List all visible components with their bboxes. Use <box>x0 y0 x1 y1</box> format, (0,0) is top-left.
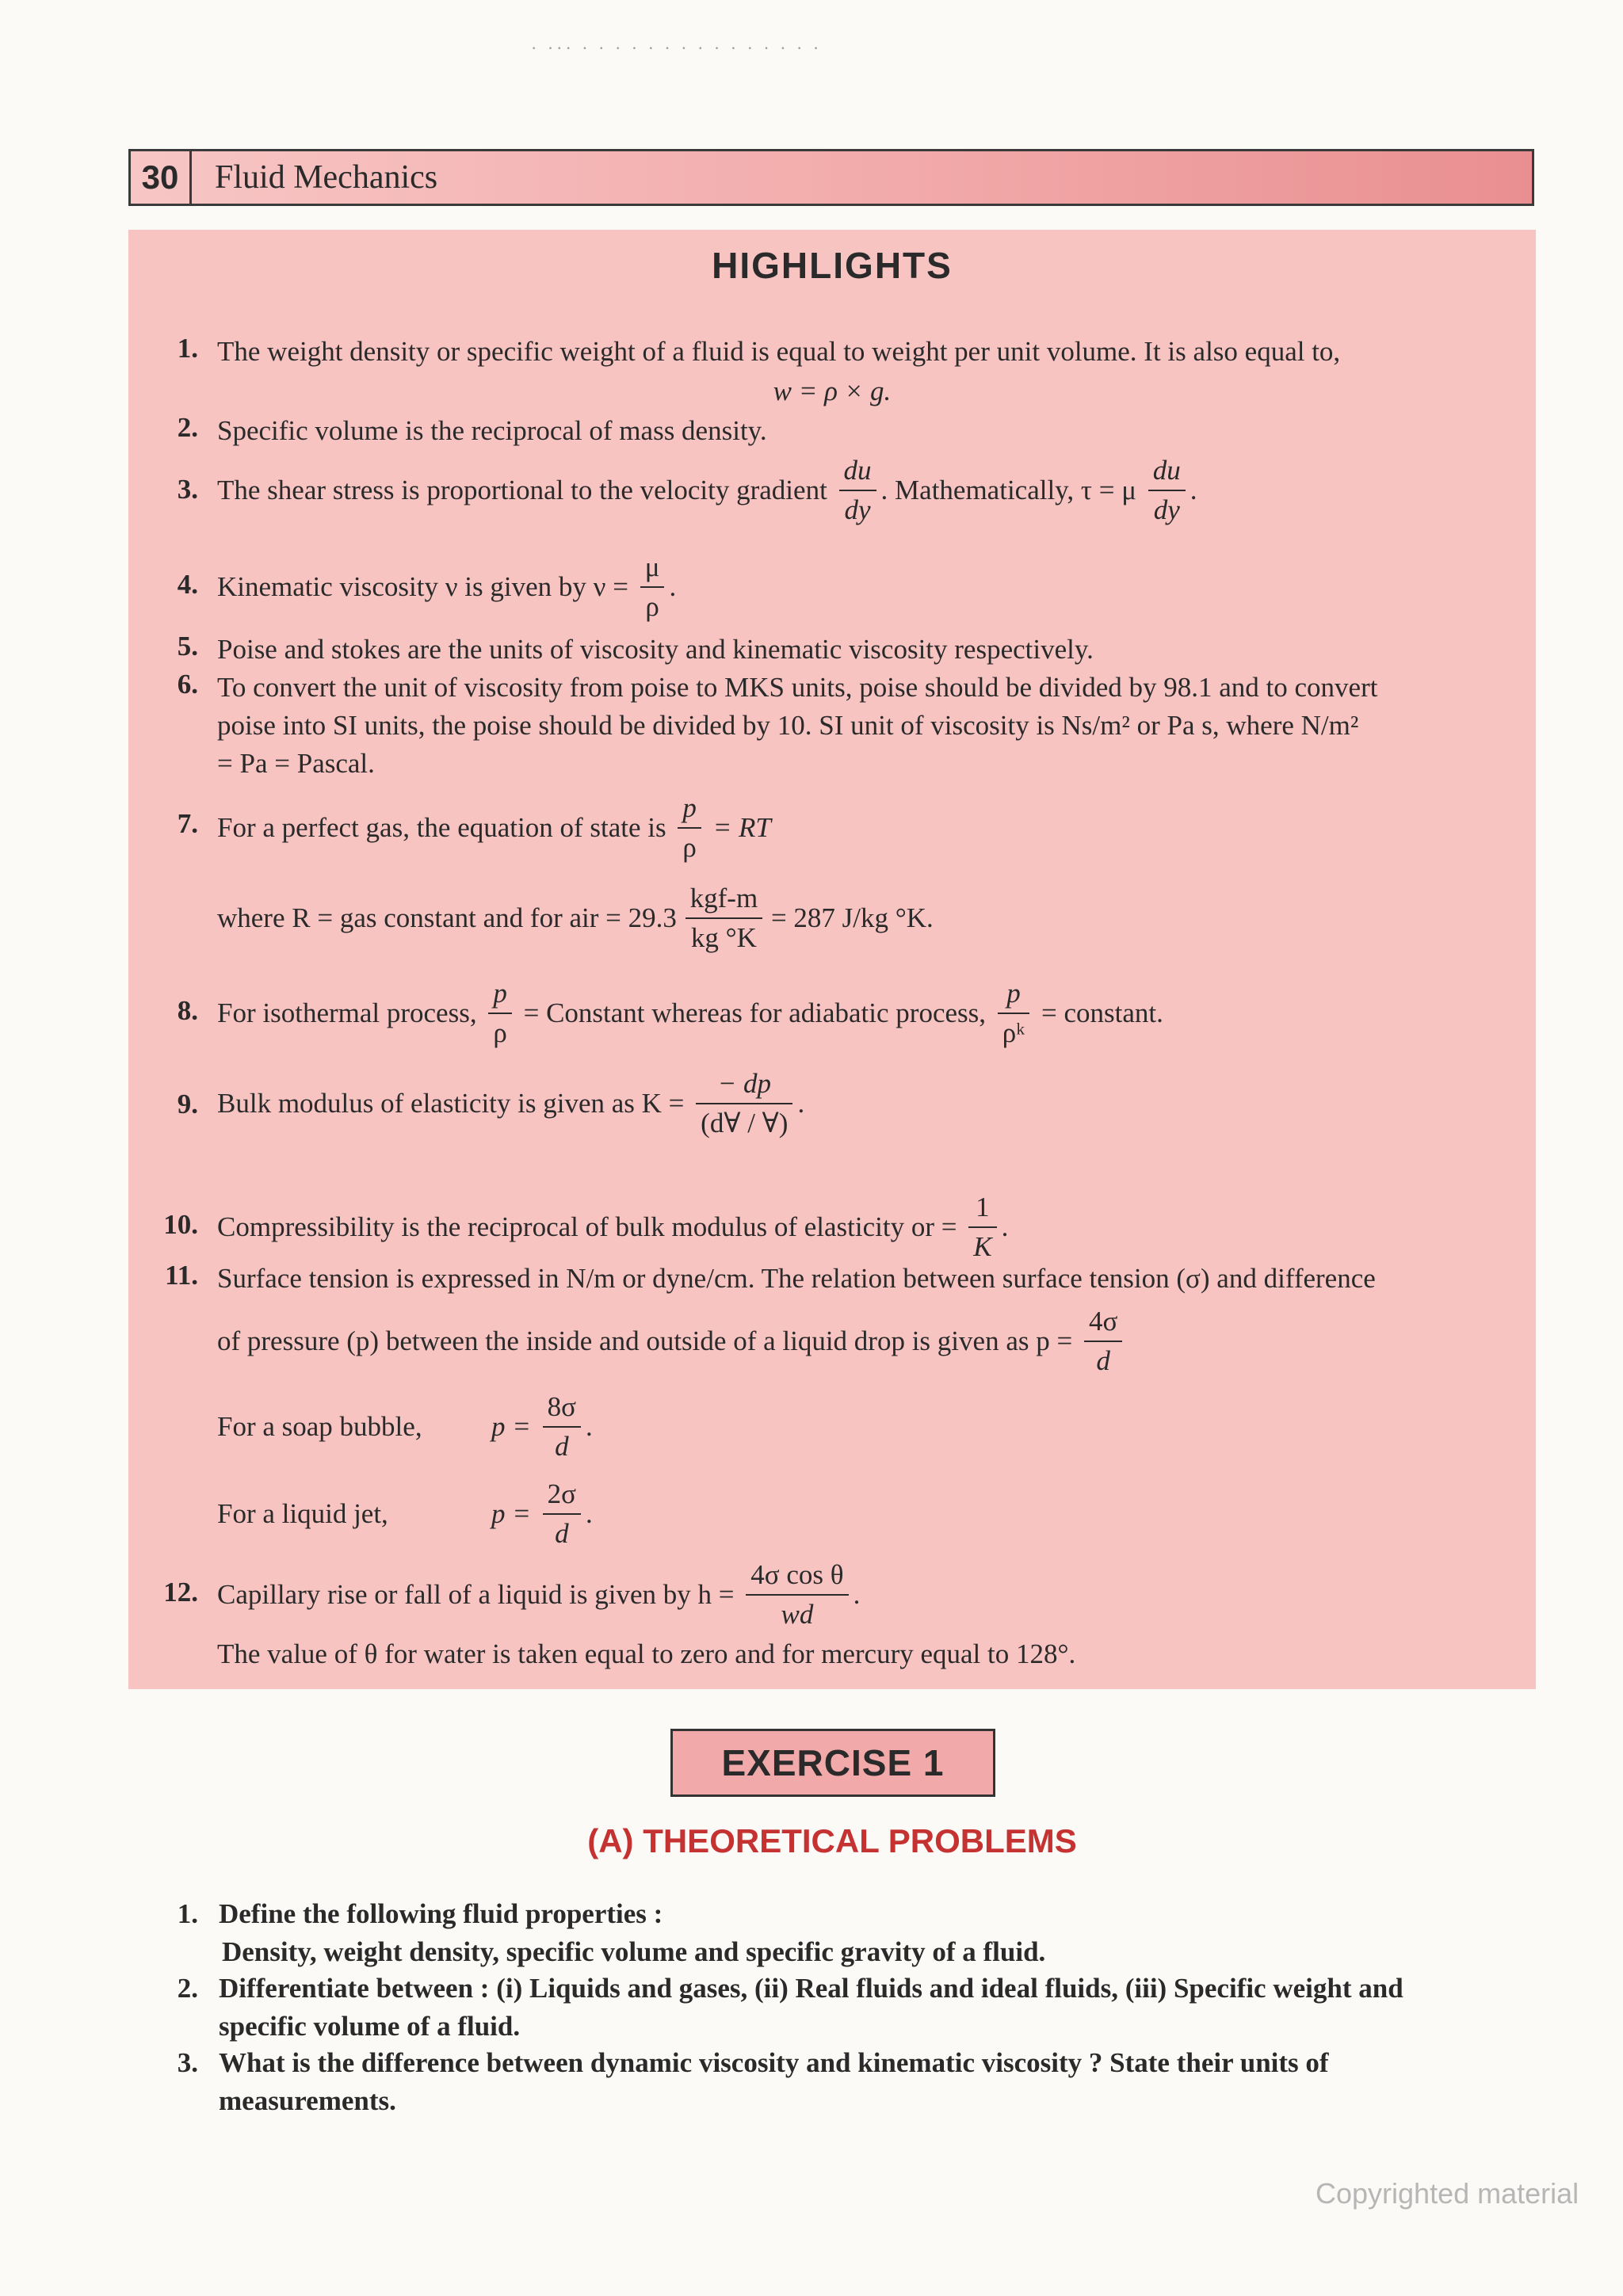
item-text: For a perfect gas, the equation of state is $\frac{p}{\rho}$ = RT <box>217 789 771 867</box>
highlights-title: HIGHLIGHTS <box>712 245 953 286</box>
question-line: Differentiate between : (i) Liquids and gases, (ii) Real fluids and ideal fluids, (iii) Specific weight and <box>219 1973 1403 2004</box>
question-line: Density, weight density, specific volume and specific gravity of a fluid. <box>222 1936 1046 1967</box>
item-number: 2. <box>177 412 198 443</box>
item-number: 1. <box>177 333 198 364</box>
item-text: Capillary rise or fall of a liquid is given by h = $\frac{\text{4σ cos θ}}{wd}$ . <box>217 1556 860 1634</box>
copyright-notice: Copyrighted material <box>1316 2177 1579 2210</box>
item-number: 7. <box>177 808 198 839</box>
item-text: The shear stress is proportional to the velocity gradient $\frac{du}{dy}$ . Mathematically, τ = μ $\frac{du}{dy}$ . <box>217 452 1197 529</box>
item-text: Specific volume is the reciprocal of mass density. <box>217 415 767 446</box>
scan-marks: · ··· · · · · · · · · · · · · · · · <box>531 38 823 58</box>
question-number: 1. <box>177 1898 198 1929</box>
item-text-line: = Pa = Pascal. <box>217 748 375 779</box>
question-number: 2. <box>177 1973 198 2004</box>
item-text: The weight density or specific weight of a fluid is equal to weight per unit volume. It is also equal to, <box>217 336 1341 367</box>
item-number: 5. <box>177 631 198 662</box>
section-title: (A) THEORETICAL PROBLEMS <box>587 1822 1077 1859</box>
item-subtext: where R = gas constant and for air = 29.3 $\frac{\text{kgf-m}}{kg ^\circ K}$ = 287 J/kg °K. <box>217 879 934 957</box>
item-number: 11. <box>165 1260 198 1291</box>
page-header <box>128 149 1534 206</box>
question-number: 3. <box>177 2047 198 2078</box>
item-text: Compressibility is the reciprocal of bulk modulus of elasticity or = $\frac{1}{K}$ . <box>217 1188 1008 1266</box>
item-number: 4. <box>177 569 198 600</box>
book-title: Fluid Mechanics <box>215 159 438 196</box>
question-line: Define the following fluid properties : <box>219 1898 663 1929</box>
item-text-line: poise into SI units, the poise should be divided by 10. SI unit of viscosity is Ns/m² or Pa s, where N/m² <box>217 710 1359 741</box>
item-number: 9. <box>177 1089 198 1119</box>
item-text: of pressure (p) between the inside and outside of a liquid drop is given as p = $\frac{4\sigma}{d}$ <box>217 1302 1127 1380</box>
item-text: Surface tension is expressed in N/m or dyne/cm. The relation between surface tension (σ) and difference <box>217 1263 1376 1294</box>
item-text: Bulk modulus of elasticity is given as K = $\frac{- dp}{(d\forall / \forall)}$ . <box>217 1065 804 1142</box>
item-number: 3. <box>177 474 198 505</box>
question-line: measurements. <box>219 2085 396 2116</box>
item-number: 10. <box>163 1209 198 1240</box>
item-text: Kinematic viscosity ν is given by ν = $\frac{\mu}{\rho}$ . <box>217 548 676 626</box>
liquid-jet-formula: For a liquid jet, p = $\frac{2\sigma}{d}$ . <box>217 1475 593 1553</box>
soap-bubble-formula: For a soap bubble, p = $\frac{8\sigma}{d}$ . <box>217 1388 593 1466</box>
item-text: For isothermal process, $\frac{p}{\rho}$ = Constant whereas for adiabatic process, $\frac{p}{\text{ρᵏ}}$ = constant. <box>217 974 1163 1052</box>
item-text-line: To convert the unit of viscosity from poise to MKS units, poise should be divided by 98.1 and to convert <box>217 672 1378 703</box>
item-text: The value of θ for water is taken equal to zero and for mercury equal to 128°. <box>217 1638 1076 1669</box>
item-number: 6. <box>177 669 198 700</box>
question-line: specific volume of a fluid. <box>219 2011 521 2042</box>
formula: w = ρ × g. <box>773 376 892 406</box>
exercise-title: EXERCISE 1 <box>670 1729 995 1797</box>
item-number: 12. <box>163 1577 198 1608</box>
item-number: 8. <box>177 995 198 1026</box>
question-line: What is the difference between dynamic viscosity and kinematic viscosity ? State their units of <box>219 2047 1329 2078</box>
item-text: Poise and stokes are the units of viscosity and kinematic viscosity respectively. <box>217 634 1094 665</box>
page-number: 30 <box>131 151 192 204</box>
